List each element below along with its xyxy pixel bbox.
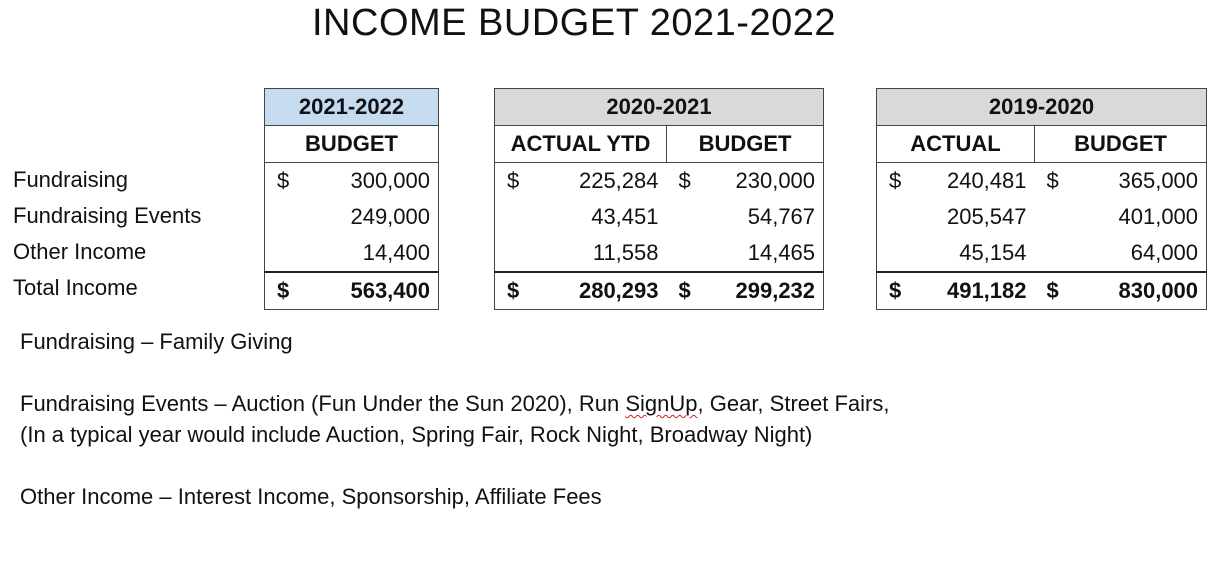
column-header-actual-ytd: ACTUAL YTD — [495, 126, 667, 163]
cell-events-budget: 54,767 — [699, 199, 824, 235]
cell-total-budget: 299,232 — [699, 272, 824, 310]
cell-events-budget: 401,000 — [1067, 199, 1207, 235]
cell-fundraising-budget: 230,000 — [699, 163, 824, 200]
row-labels — [13, 162, 201, 306]
spellcheck-flagged-word: SignUp — [625, 391, 698, 416]
dollar-sign: $ — [877, 163, 909, 200]
note-other-income: Other Income – Interest Income, Sponsorship, Affiliate Fees — [20, 484, 602, 509]
year-header-2021-2022: 2021-2022 — [265, 89, 439, 126]
column-header-budget: BUDGET — [667, 126, 824, 163]
cell-other-budget: 14,465 — [699, 235, 824, 272]
dollar-sign: $ — [265, 163, 303, 200]
cell-fundraising-budget: 300,000 — [303, 163, 439, 200]
dollar-sign: $ — [265, 272, 303, 310]
note-fundraising: Fundraising – Family Giving — [20, 329, 293, 354]
budget-table-2020-2021 — [494, 88, 824, 310]
cell-other-actual: 11,558 — [592, 240, 659, 265]
cell-other-budget: 14,400 — [303, 235, 439, 272]
note-events-text: Fundraising Events – Auction (Fun Under the Sun 2020), Run — [20, 391, 626, 416]
notes-section — [20, 326, 900, 512]
dollar-sign: $ — [1046, 168, 1059, 193]
cell-fundraising-budget: 365,000 — [1067, 163, 1207, 200]
cell-total-budget: 830,000 — [1067, 272, 1207, 310]
cell-events-actual: 205,547 — [946, 204, 1027, 229]
cell-other-budget: 64,000 — [1067, 235, 1207, 272]
budget-table-2019-2020 — [876, 88, 1207, 310]
dollar-sign: $ — [678, 168, 691, 193]
cell-events-actual: 43,451 — [591, 204, 659, 229]
dollar-sign: $ — [1035, 272, 1067, 310]
row-label-total-income: Total Income — [13, 275, 138, 300]
cell-total-actual: 280,293 — [527, 272, 667, 310]
cell-fundraising-actual: 225,284 — [578, 168, 659, 193]
row-label-other-income: Other Income — [13, 239, 147, 264]
column-header-budget: BUDGET — [265, 126, 439, 163]
dollar-sign: $ — [495, 272, 527, 310]
cell-other-actual: 45,154 — [959, 240, 1027, 265]
year-header-2019-2020: 2019-2020 — [877, 89, 1207, 126]
cell-total-budget: 563,400 — [303, 272, 439, 310]
page-title: INCOME BUDGET 2021-2022 — [312, 2, 836, 44]
cell-total-actual: 491,182 — [909, 272, 1035, 310]
dollar-sign: $ — [667, 272, 699, 310]
row-label-fundraising: Fundraising — [13, 167, 128, 192]
column-header-budget: BUDGET — [1035, 126, 1207, 163]
year-header-2020-2021: 2020-2021 — [495, 89, 824, 126]
budget-table-2021-2022 — [264, 88, 439, 310]
note-fundraising-events — [20, 388, 900, 450]
column-header-actual: ACTUAL — [877, 126, 1035, 163]
cell-fundraising-actual: 240,481 — [946, 168, 1027, 193]
cell-events-budget: 249,000 — [303, 199, 439, 235]
dollar-sign: $ — [495, 163, 527, 200]
dollar-sign: $ — [877, 272, 909, 310]
row-label-fundraising-events: Fundraising Events — [13, 203, 202, 228]
note-events-text-cont: , Gear, Street Fairs, (In a typical year would include Auction, Spring Fair, Rock Night, Broadway Night) — [20, 391, 890, 447]
